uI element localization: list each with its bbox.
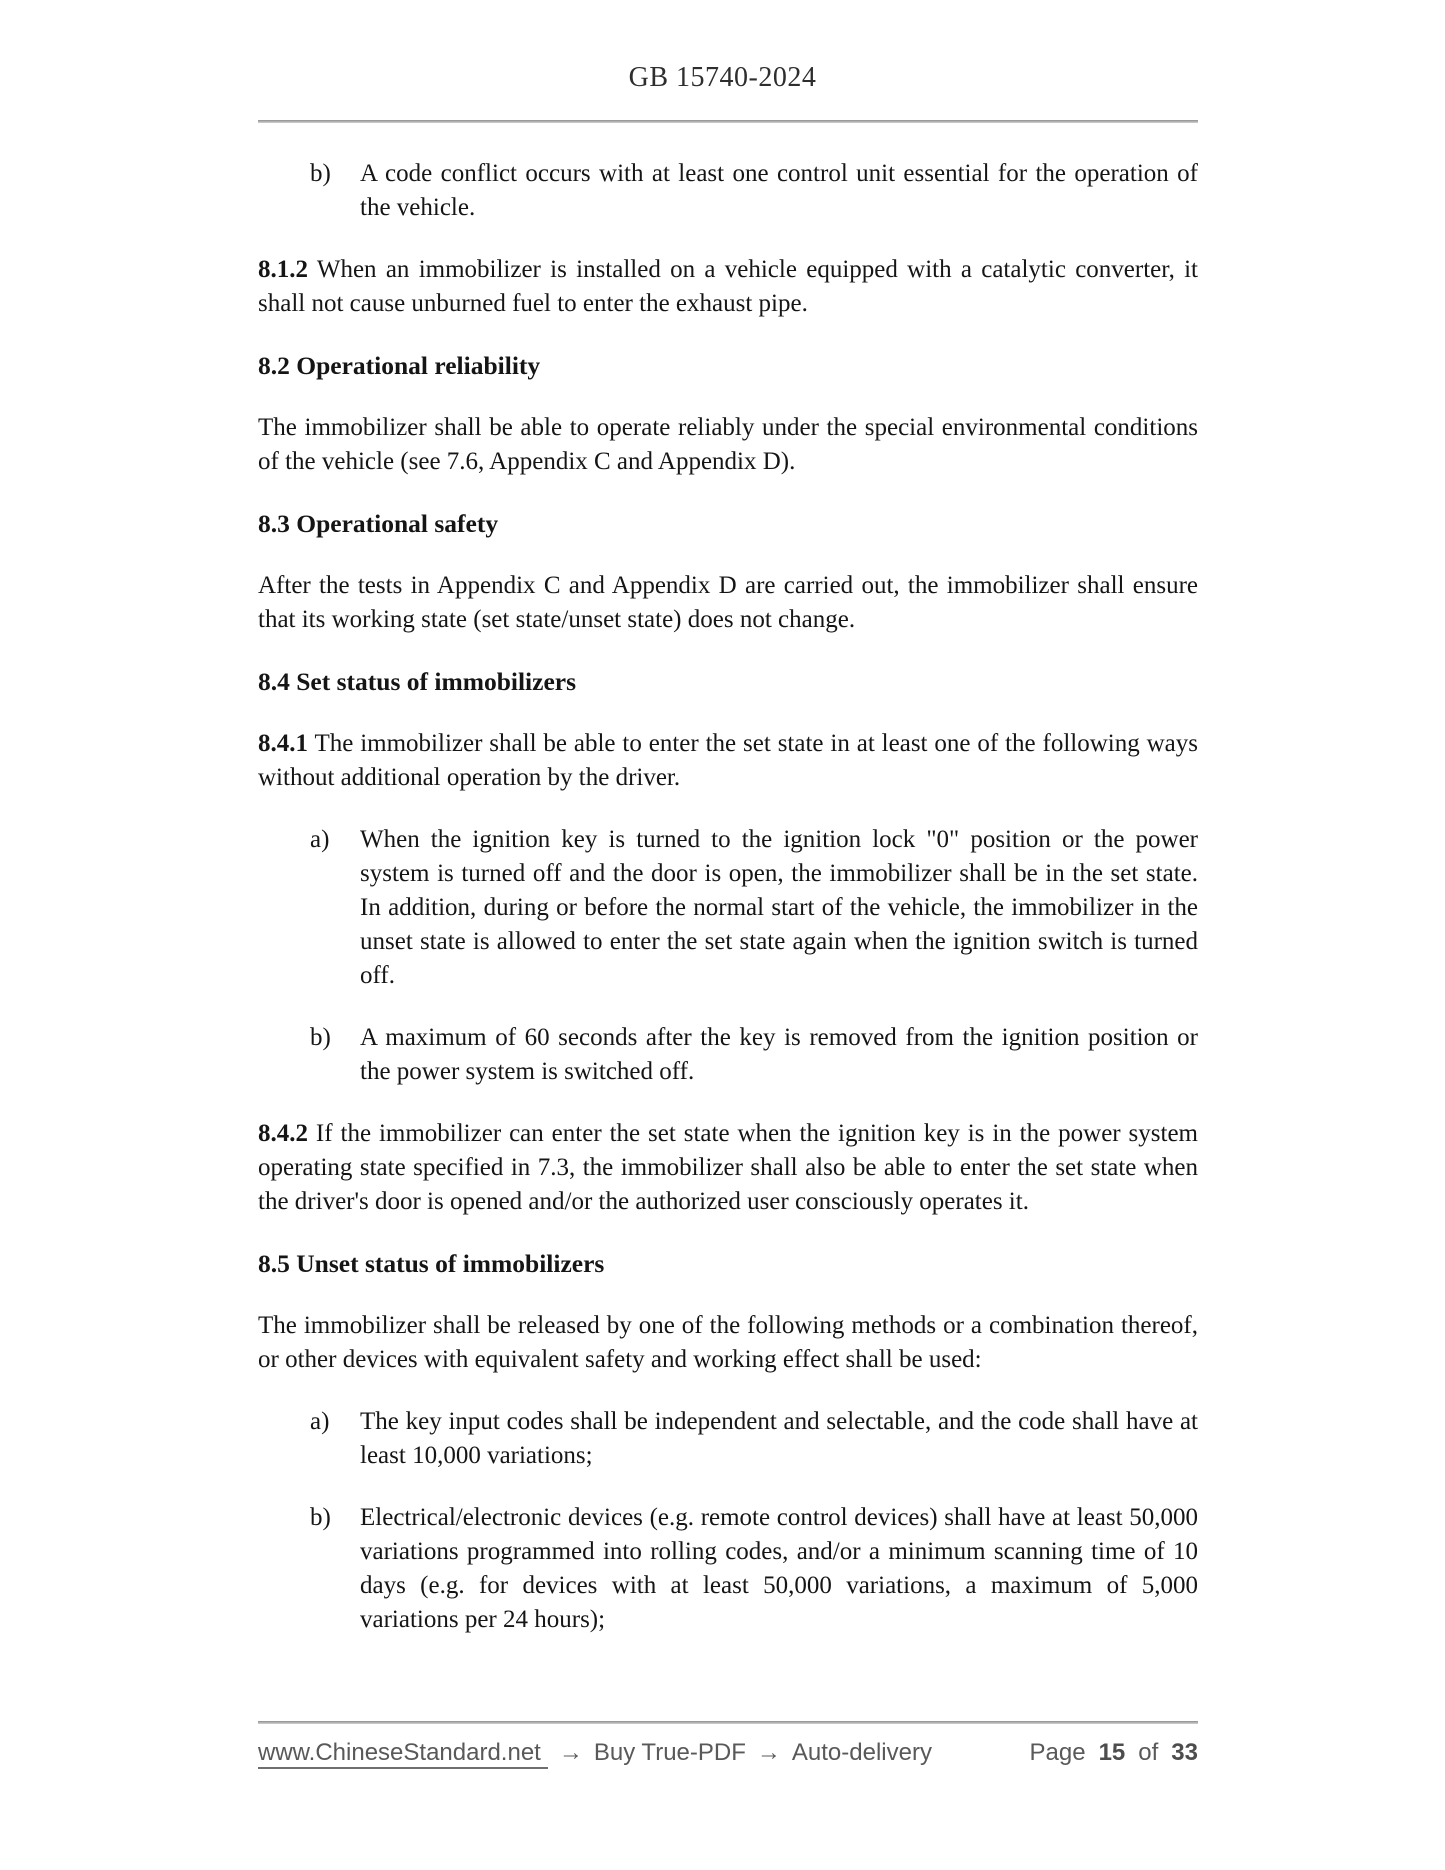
list-item: [258, 157, 1198, 225]
clause-number: 8.1.2: [258, 256, 308, 283]
paragraph: The immobilizer shall be released by one of the following methods or a combination thereof, or other devices with equivalent safety and working effect shall be used:: [258, 1312, 1198, 1373]
of-label: of: [1138, 1739, 1159, 1766]
paragraph: After the tests in Appendix C and Appendix D are carried out, the immobilizer shall ensure that its working state (set state/unset state) does not change.: [258, 572, 1198, 633]
paragraph: The immobilizer shall be able to operate reliably under the special environmental conditions of the vehicle (see 7.6, Appendix C and Appendix D).: [258, 414, 1198, 475]
list-item: [258, 1405, 1198, 1473]
footer-divider: [258, 1721, 1198, 1724]
list-item-text: A code conflict occurs with at least one control unit essential for the operation of the vehicle.: [360, 160, 1198, 221]
section-heading: 8.3 Operational safety: [258, 509, 499, 538]
paragraph-text: The immobilizer shall be able to enter the set state in at least one of the following ways without additional operation by the driver.: [258, 730, 1198, 791]
section-heading: 8.5 Unset status of immobilizers: [258, 1249, 605, 1278]
list-item: [258, 1501, 1198, 1637]
paragraph: [258, 253, 1198, 321]
section-heading: 8.2 Operational reliability: [258, 351, 541, 380]
paragraph: [258, 1117, 1198, 1219]
arrow-icon: →: [756, 1739, 781, 1766]
page-header: [0, 0, 1445, 123]
list-item-label: b): [310, 1024, 331, 1051]
page-indicator: [1030, 1739, 1198, 1767]
list-item-label: a): [310, 1408, 330, 1435]
page-label: Page: [1029, 1739, 1086, 1766]
header-divider: [258, 120, 1198, 123]
list-item-text: A maximum of 60 seconds after the key is removed from the ignition position or the power system is switched off.: [360, 1024, 1198, 1085]
paragraph-text: If the immobilizer can enter the set state when the ignition key is in the power system operating state specified in 7.3, the immobilizer shall also be able to enter the set state when the driver's door is opened and/or the authorized user consciously operates it.: [258, 1120, 1198, 1215]
list-item-label: b): [310, 1504, 331, 1531]
document-body: [258, 157, 1198, 1637]
paragraph: [258, 727, 1198, 795]
paragraph-text: When an immobilizer is installed on a vehicle equipped with a catalytic converter, it shall not cause unburned fuel to enter the exhaust pipe.: [258, 256, 1198, 317]
clause-number: 8.4.2: [258, 1120, 308, 1147]
footer-action-buy: Buy True-PDF: [593, 1739, 746, 1766]
footer-action-delivery: Auto-delivery: [791, 1739, 932, 1766]
list-item-text: The key input codes shall be independent and selectable, and the code shall have at least 10,000 variations;: [360, 1408, 1198, 1469]
list-item-label: b): [310, 160, 331, 187]
document-number: GB 15740-2024: [628, 62, 817, 93]
page-footer: [258, 1721, 1198, 1769]
current-page-number: 15: [1098, 1739, 1126, 1766]
list-item: [258, 1021, 1198, 1089]
arrow-icon: →: [558, 1739, 583, 1766]
list-item-label: a): [310, 826, 330, 853]
list-item-text: Electrical/electronic devices (e.g. remote control devices) shall have at least 50,000 variations programmed into rolling codes, and/or a minimum scanning time of 10 days (e.g. for devices with at least 50,000 variations, a maximum of 5,000 variations per 24 hours);: [360, 1504, 1198, 1633]
total-page-count: 33: [1171, 1739, 1198, 1766]
list-item-text: When the ignition key is turned to the ignition lock "0" position or the power system is turned off and the door is open, the immobilizer shall be in the set state. In addition, during or before the normal start of the vehicle, the immobilizer in the unset state is allowed to enter the set state again when the ignition switch is turned off.: [360, 826, 1198, 989]
site-link[interactable]: www.ChineseStandard.net: [258, 1739, 548, 1769]
clause-number: 8.4.1: [258, 730, 308, 757]
footer-links: [258, 1739, 932, 1769]
section-heading: 8.4 Set status of immobilizers: [258, 667, 577, 696]
list-item: [258, 823, 1198, 993]
